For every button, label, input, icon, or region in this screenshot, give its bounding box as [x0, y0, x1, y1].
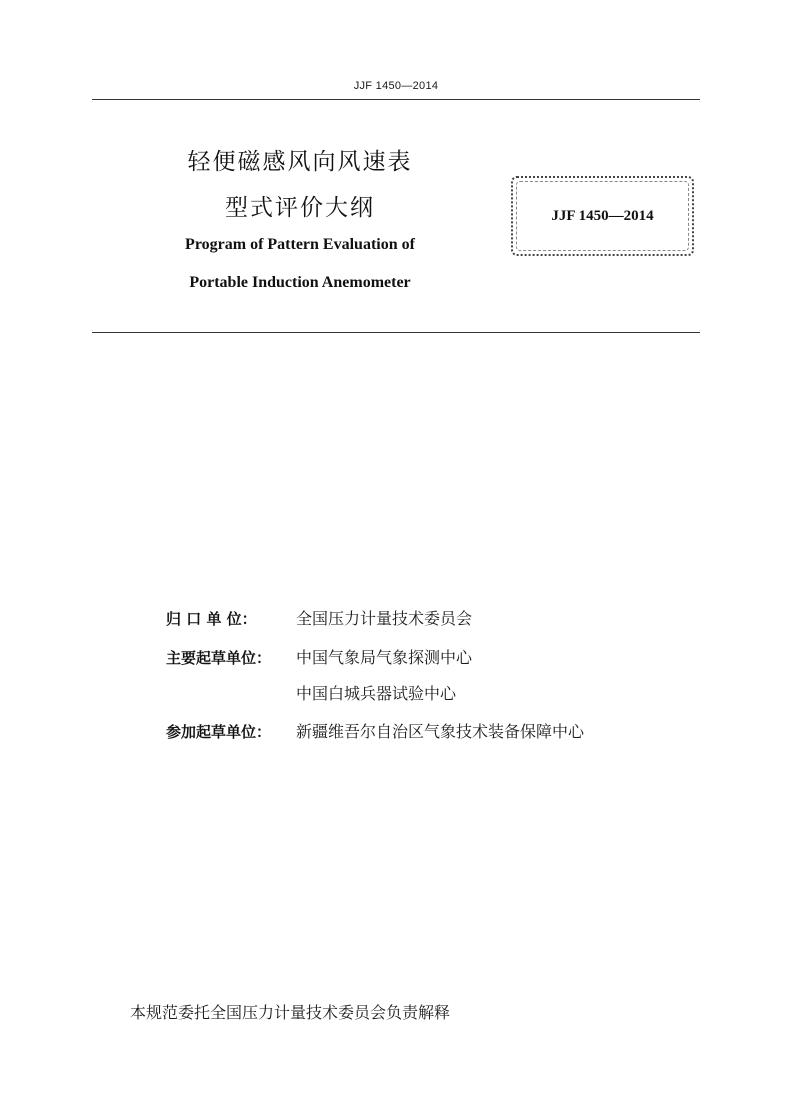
info-value: 全国压力计量技术委员会 [296, 609, 473, 628]
running-header-code: JJF 1450—2014 [353, 80, 439, 92]
title-chinese-line-1: 轻便磁感风向风速表 [187, 149, 413, 175]
info-row-responsible-unit [166, 606, 472, 628]
header-rule [92, 99, 700, 100]
interpretation-note: 本规范委托全国压力计量技术委员会负责解释 [130, 1003, 451, 1022]
info-row-main-drafting-unit [166, 645, 472, 667]
info-value: 中国气象局气象探测中心 [296, 648, 473, 667]
info-label: 参加起草单位： [166, 723, 272, 741]
title-english-line-1: Program of Pattern Evaluation of [185, 236, 415, 253]
title-section-rule [92, 332, 700, 333]
info-value: 中国白城兵器试验中心 [296, 684, 457, 703]
title-english-line-2: Portable Induction Anemometer [189, 274, 411, 291]
info-row-main-drafting-unit-2 [166, 681, 456, 703]
info-label: 归 口 单 位： [166, 610, 257, 628]
info-row-participating-unit [166, 719, 584, 741]
standard-code-text: JJF 1450—2014 [551, 207, 654, 224]
info-label: 主要起草单位： [166, 649, 272, 667]
title-chinese-line-2: 型式评价大纲 [225, 195, 375, 221]
standard-code-box [511, 176, 694, 256]
info-value: 新疆维吾尔自治区气象技术装备保障中心 [296, 722, 585, 741]
